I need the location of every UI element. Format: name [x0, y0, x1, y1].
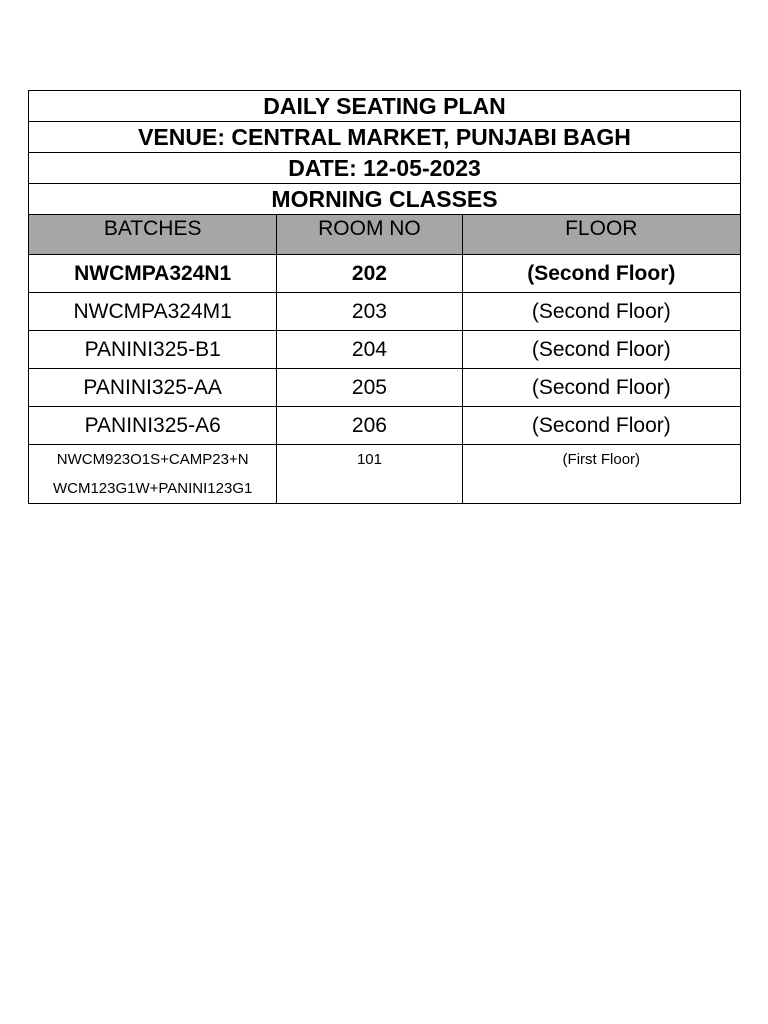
floor-cell: (First Floor)	[462, 445, 740, 504]
date-row	[29, 153, 741, 184]
venue-row	[29, 122, 741, 153]
column-header-floor: FLOOR	[462, 215, 740, 255]
batch-cell: PANINI325-B1	[29, 331, 277, 369]
room-cell: 101	[277, 445, 462, 504]
floor-cell: (Second Floor)	[462, 255, 740, 293]
session-text: MORNING CLASSES	[29, 184, 741, 215]
session-row	[29, 184, 741, 215]
date-text: DATE: 12-05-2023	[29, 153, 741, 184]
room-cell: 202	[277, 255, 462, 293]
table-row	[29, 369, 741, 407]
floor-cell: (Second Floor)	[462, 331, 740, 369]
table-row	[29, 445, 741, 504]
floor-cell: (Second Floor)	[462, 293, 740, 331]
room-cell: 206	[277, 407, 462, 445]
table-row	[29, 293, 741, 331]
title-row	[29, 91, 741, 122]
batch-cell: PANINI325-A6	[29, 407, 277, 445]
column-header-batches: BATCHES	[29, 215, 277, 255]
floor-cell: (Second Floor)	[462, 369, 740, 407]
page-title: DAILY SEATING PLAN	[29, 91, 741, 122]
batch-cell-line-1: NWCM923O1S+CAMP23+N	[56, 451, 249, 468]
room-cell: 205	[277, 369, 462, 407]
table-row	[29, 407, 741, 445]
room-cell: 204	[277, 331, 462, 369]
venue-text: VENUE: CENTRAL MARKET, PUNJABI BAGH	[29, 122, 741, 153]
room-cell: 203	[277, 293, 462, 331]
seating-plan-table	[28, 90, 741, 504]
column-header-row	[29, 215, 741, 255]
batch-cell: PANINI325-AA	[29, 369, 277, 407]
floor-cell: (Second Floor)	[462, 407, 740, 445]
batch-cell: NWCMPA324M1	[29, 293, 277, 331]
column-header-room-no: ROOM NO	[277, 215, 462, 255]
batch-cell	[29, 445, 277, 504]
batch-cell: NWCMPA324N1	[29, 255, 277, 293]
batch-cell-line-2: WCM123G1W+PANINI123G1	[52, 480, 253, 497]
table-row	[29, 331, 741, 369]
table-row	[29, 255, 741, 293]
